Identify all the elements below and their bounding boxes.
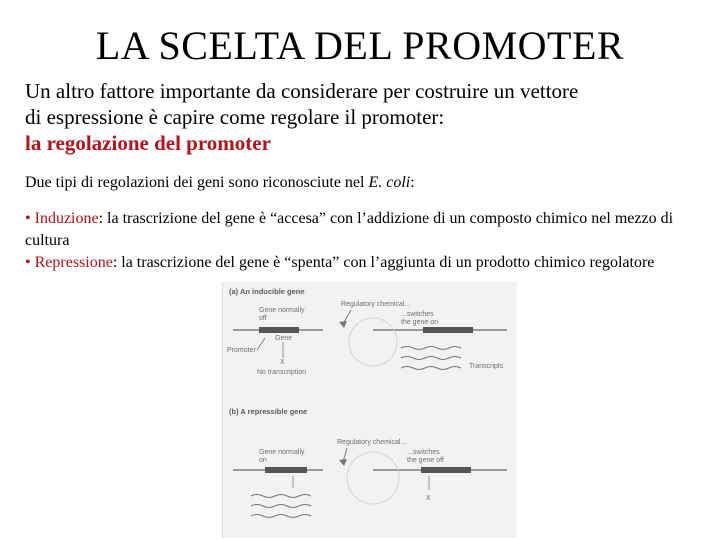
transcript-wave-b-1 (251, 495, 311, 498)
transcript-wave-b-2 (251, 505, 311, 508)
intro-paragraph (25, 78, 705, 156)
figure-diagram (223, 282, 517, 538)
gene-block-b-off (421, 467, 471, 473)
bullet-repression (25, 252, 705, 274)
induction-text: : la trascrizione del gene è “accesa” con l’addizione di un composto chimico nel mezzo di cultura (25, 210, 674, 249)
intro-accent: la regolazione del promoter (25, 131, 271, 155)
repression-term: Repressione (34, 254, 113, 271)
transcript-wave-1 (401, 347, 461, 350)
panel-b-on-label-2: on (259, 457, 267, 464)
no-transcription-label: No transcription (257, 369, 307, 376)
induction-term: Induzione (34, 210, 99, 227)
transcript-wave-2 (401, 357, 461, 360)
switches-on-label-2: the gene on (401, 319, 438, 326)
x-mark-b: X (426, 495, 431, 502)
transcripts-label: Transcripts (469, 363, 504, 370)
transcript-wave-b-3 (251, 515, 311, 518)
switches-off-label: ...switches (407, 449, 440, 456)
panel-b-on-label: Gene normally (259, 449, 305, 456)
slide-title: LA SCELTA DEL PROMOTER (95, 23, 625, 68)
transcript-wave-3 (401, 367, 461, 370)
bullet-induction (25, 208, 705, 252)
organism-name: E. coli (368, 174, 411, 191)
switches-off-label-2: the gene off (407, 457, 444, 464)
regulation-types-line (25, 172, 705, 194)
panel-a-off-label: Gene normally (259, 307, 305, 314)
gene-regulation-figure (222, 282, 517, 538)
intro-line-2: di espressione è capire come regolare il promoter: (25, 105, 445, 129)
regulatory-chemical-b: Regulatory chemical... (337, 439, 407, 446)
repression-text: : la trascrizione del gene è “spenta” con l’aggiunta di un prodotto chimico regolatore (112, 254, 655, 271)
gene-label: Gene (275, 335, 293, 342)
bullet-dot: • (25, 254, 31, 271)
types-suffix: : (410, 174, 415, 191)
bullet-dot: • (25, 210, 31, 227)
intro-line-1: Un altro fattore importante da considerare per costruire un vettore (25, 79, 579, 103)
arrow-head-icon (339, 321, 347, 328)
x-mark-a: X (280, 359, 285, 366)
faint-circle (349, 318, 397, 366)
switches-on-label: ...switches (401, 311, 434, 318)
panel-b-title: (b) A repressible gene (229, 407, 308, 416)
faint-circle (347, 452, 399, 504)
arrow-head-icon (339, 459, 347, 466)
gene-block-b-on (265, 467, 307, 473)
panel-a-off-label-2: off (259, 315, 267, 322)
regulatory-chemical-a: Regulatory chemical... (341, 301, 411, 308)
gene-block-a-on (423, 327, 473, 333)
bullet-list (25, 208, 705, 274)
promoter-label: Promoter (227, 347, 256, 354)
gene-block-a-off (259, 327, 299, 333)
panel-a-title: (a) An inducible gene (229, 287, 305, 296)
types-prefix: Due tipi di regolazioni dei geni sono riconosciute nel (25, 174, 369, 191)
promoter-pointer (257, 338, 265, 350)
